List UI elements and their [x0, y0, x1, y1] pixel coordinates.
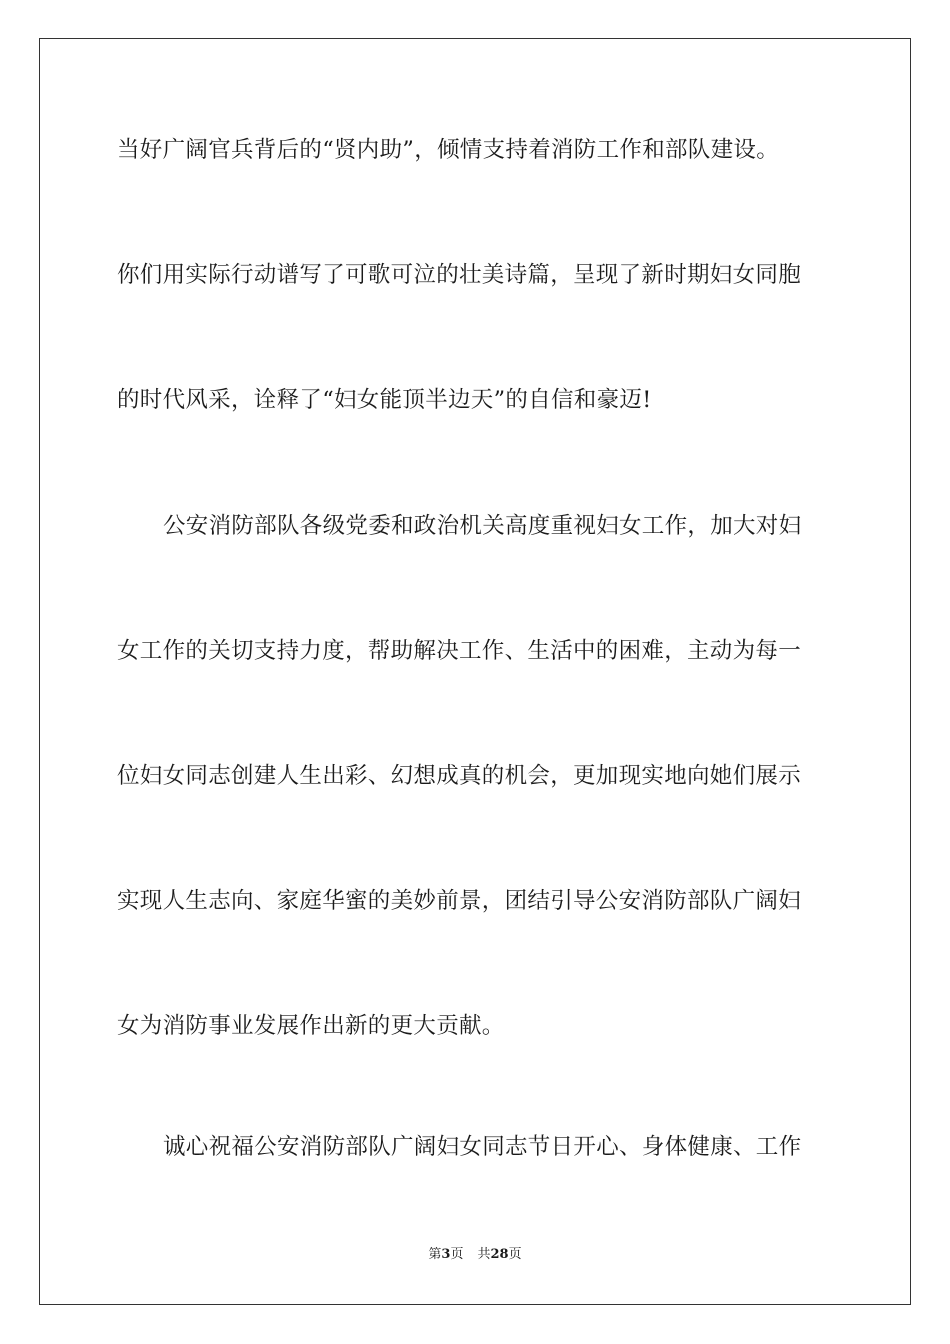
- body-line-2: 你们用实际行动谱写了可歌可泣的壮美诗篇，呈现了新时期妇女同胞: [117, 262, 802, 288]
- footer-total-pages: 28: [490, 1247, 509, 1262]
- page-border: [39, 38, 911, 1305]
- body-line-8: 女为消防事业发展作出新的更大贡献。: [117, 1013, 505, 1039]
- body-line-3: 的时代风采，诠释了“妇女能顶半边天”的自信和豪迈!: [117, 387, 652, 413]
- body-line-4: 公安消防部队各级党委和政治机关高度重视妇女工作，加大对妇: [163, 513, 802, 539]
- body-line-5: 女工作的关切支持力度，帮助解决工作、生活中的困难，主动为每一: [117, 638, 802, 664]
- footer-page-prefix: 第: [428, 1247, 442, 1262]
- body-line-7: 实现人生志向、家庭华蜜的美妙前景，团结引导公安消防部队广阔妇: [117, 888, 802, 914]
- body-line-6: 位妇女同志创建人生出彩、幻想成真的机会，更加现实地向她们展示: [117, 763, 802, 789]
- footer-total-suffix: 页: [508, 1247, 522, 1262]
- footer-total-prefix: 共: [477, 1247, 491, 1262]
- footer-page-number: 3: [441, 1247, 451, 1262]
- body-line-1: 当好广阔官兵背后的“贤内助”，倾情支持着消防工作和部队建设。: [117, 137, 780, 163]
- footer-page-suffix: 页: [450, 1247, 464, 1262]
- page-footer: [0, 1246, 950, 1264]
- body-line-9: 诚心祝福公安消防部队广阔妇女同志节日开心、身体健康、工作: [163, 1134, 802, 1160]
